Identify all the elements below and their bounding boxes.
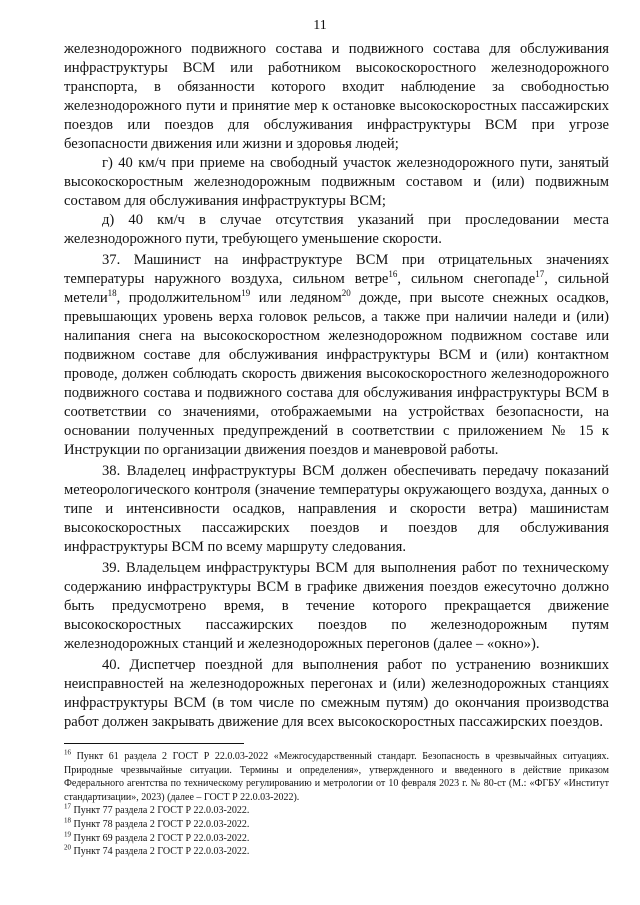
paragraph-37 bbox=[64, 251, 609, 460]
footnote-ref-17: 17 bbox=[535, 269, 545, 280]
footnote-number: 19 bbox=[64, 830, 71, 839]
list-item-g: г) 40 км/ч при приеме на свободный участок железнодорожного пути, занятый высокоскоростным железнодорожным подвижным составом и (или) подвижным составом для обслуживания инфраструктуры ВСМ; bbox=[64, 155, 609, 209]
paragraph-37-text: 37. Машинист на инфраструктуре ВСМ при отрицательных значениях температуры наружного воздуха, сильном ветре bbox=[64, 252, 609, 287]
footnote-16 bbox=[64, 750, 609, 804]
paragraph-37-text: , сильном снегопаде bbox=[397, 271, 536, 287]
paragraph-40: 40. Диспетчер поездной для выполнения работ по устранению возникших неисправностей на железнодорожных перегонах и (или) железнодорожных станциях инфраструктуры ВСМ (в том числе по смежным путям) до окончания производства работ должен закрывать движение для всех высокоскоростных пассажирских поездов. bbox=[64, 657, 609, 730]
paragraph-37-text: , сильной метели bbox=[64, 271, 610, 306]
footnote-number: 20 bbox=[64, 843, 71, 852]
footnote-text: Пункт 74 раздела 2 ГОСТ Р 22.0.03-2022. bbox=[73, 846, 250, 858]
paragraph-37-text: или ледяном bbox=[250, 290, 342, 306]
footnote-text: Пункт 69 раздела 2 ГОСТ Р 22.0.03-2022. bbox=[73, 832, 250, 844]
footnote-text: Пункт 77 раздела 2 ГОСТ Р 22.0.03-2022. bbox=[73, 805, 250, 817]
footnote-17 bbox=[64, 804, 609, 818]
footnote-18 bbox=[64, 818, 609, 832]
body-text bbox=[64, 40, 609, 732]
footnotes bbox=[64, 750, 609, 859]
footnote-ref-19: 19 bbox=[241, 288, 251, 299]
footnote-number: 16 bbox=[64, 748, 71, 757]
paragraph-39: 39. Владельцем инфраструктуры ВСМ для выполнения работ по техническому содержанию инфраструктуры ВСМ в графике движения поездов ежесуточно должно быть предусмотрено время, в течение которого прекращается движение высокоскоростных пассажирских поездов по железнодорожным путям железнодорожных станций и железнодорожных перегонов (далее – «окно»). bbox=[64, 560, 609, 652]
footnote-number: 18 bbox=[64, 816, 71, 825]
footnote-number: 17 bbox=[64, 803, 71, 812]
footnote-divider bbox=[64, 743, 244, 744]
paragraph-38: 38. Владелец инфраструктуры ВСМ должен обеспечивать передачу показаний метеорологического контроля (значение температуры окружающего воздуха, данных о типе и интенсивности осадков, направления и скорости ветра) машинистам высокоскоростных пассажирских поездов и поездов для обслуживания инфраструктуры ВСМ по всему маршруту следования. bbox=[64, 463, 609, 555]
paragraph-37-text: , продолжительном bbox=[116, 290, 242, 306]
footnote-text: Пункт 78 раздела 2 ГОСТ Р 22.0.03-2022. bbox=[73, 818, 250, 830]
footnote-ref-18: 18 bbox=[107, 288, 117, 299]
footnote-20 bbox=[64, 845, 609, 859]
list-item-d: д) 40 км/ч в случае отсутствия указаний при проследовании места железнодорожного пути, требующего уменьшение скорости. bbox=[64, 212, 609, 247]
footnote-ref-16: 16 bbox=[388, 269, 398, 280]
footnote-text: Пункт 61 раздела 2 ГОСТ Р 22.0.03-2022 «Межгосударственный стандарт. Безопасность в чрезвычайных ситуациях. Природные чрезвычайные ситуации. Термины и определения», утвержденного и введенного в действие приказом Федерального агентства по техническому регулированию и метрологии от 10 февраля 2023 г. № 80-ст (М.: «ФГБУ «Институт стандартизации», 2023) (далее – ГОСТ Р 22.0.03-2022). bbox=[64, 751, 609, 803]
footnote-ref-20: 20 bbox=[341, 288, 351, 299]
continuation-paragraph: железнодорожного подвижного состава и подвижного состава для обслуживания инфраструктуры ВСМ или работником высокоскоростного железнодорожного транспорта, в обязанности которого входит наблюдение за свободностью железнодорожного пути и принятие мер к остановке высокоскоростных пассажирских поездов или поездов для обслуживания инфраструктуры ВСМ при угрозе безопасности движения или жизни и здоровья людей; bbox=[64, 41, 609, 152]
footnote-19 bbox=[64, 832, 609, 846]
paragraph-37-text: дожде, при высоте снежных осадков, превышающих уровень верха головок рельсов, а также при наличии наледи и (или) налипания снега на высокоскоростном железнодорожном подвижном составе или подвижном составе для обслуживания инфраструктуры ВСМ и (или) контактном проводе, должен соблюдать скорость движения высокоскоростного железнодорожного подвижного состава и подвижного состава для обслуживания инфраструктуры ВСМ в соответствии со значениями, отображаемыми на устройствах безопасности, на основании полученных предупреждений в соответствии с приложением № 15 к Инструкции по организации движения поездов и маневровой работы. bbox=[64, 290, 610, 458]
page-number: 11 bbox=[313, 18, 327, 33]
